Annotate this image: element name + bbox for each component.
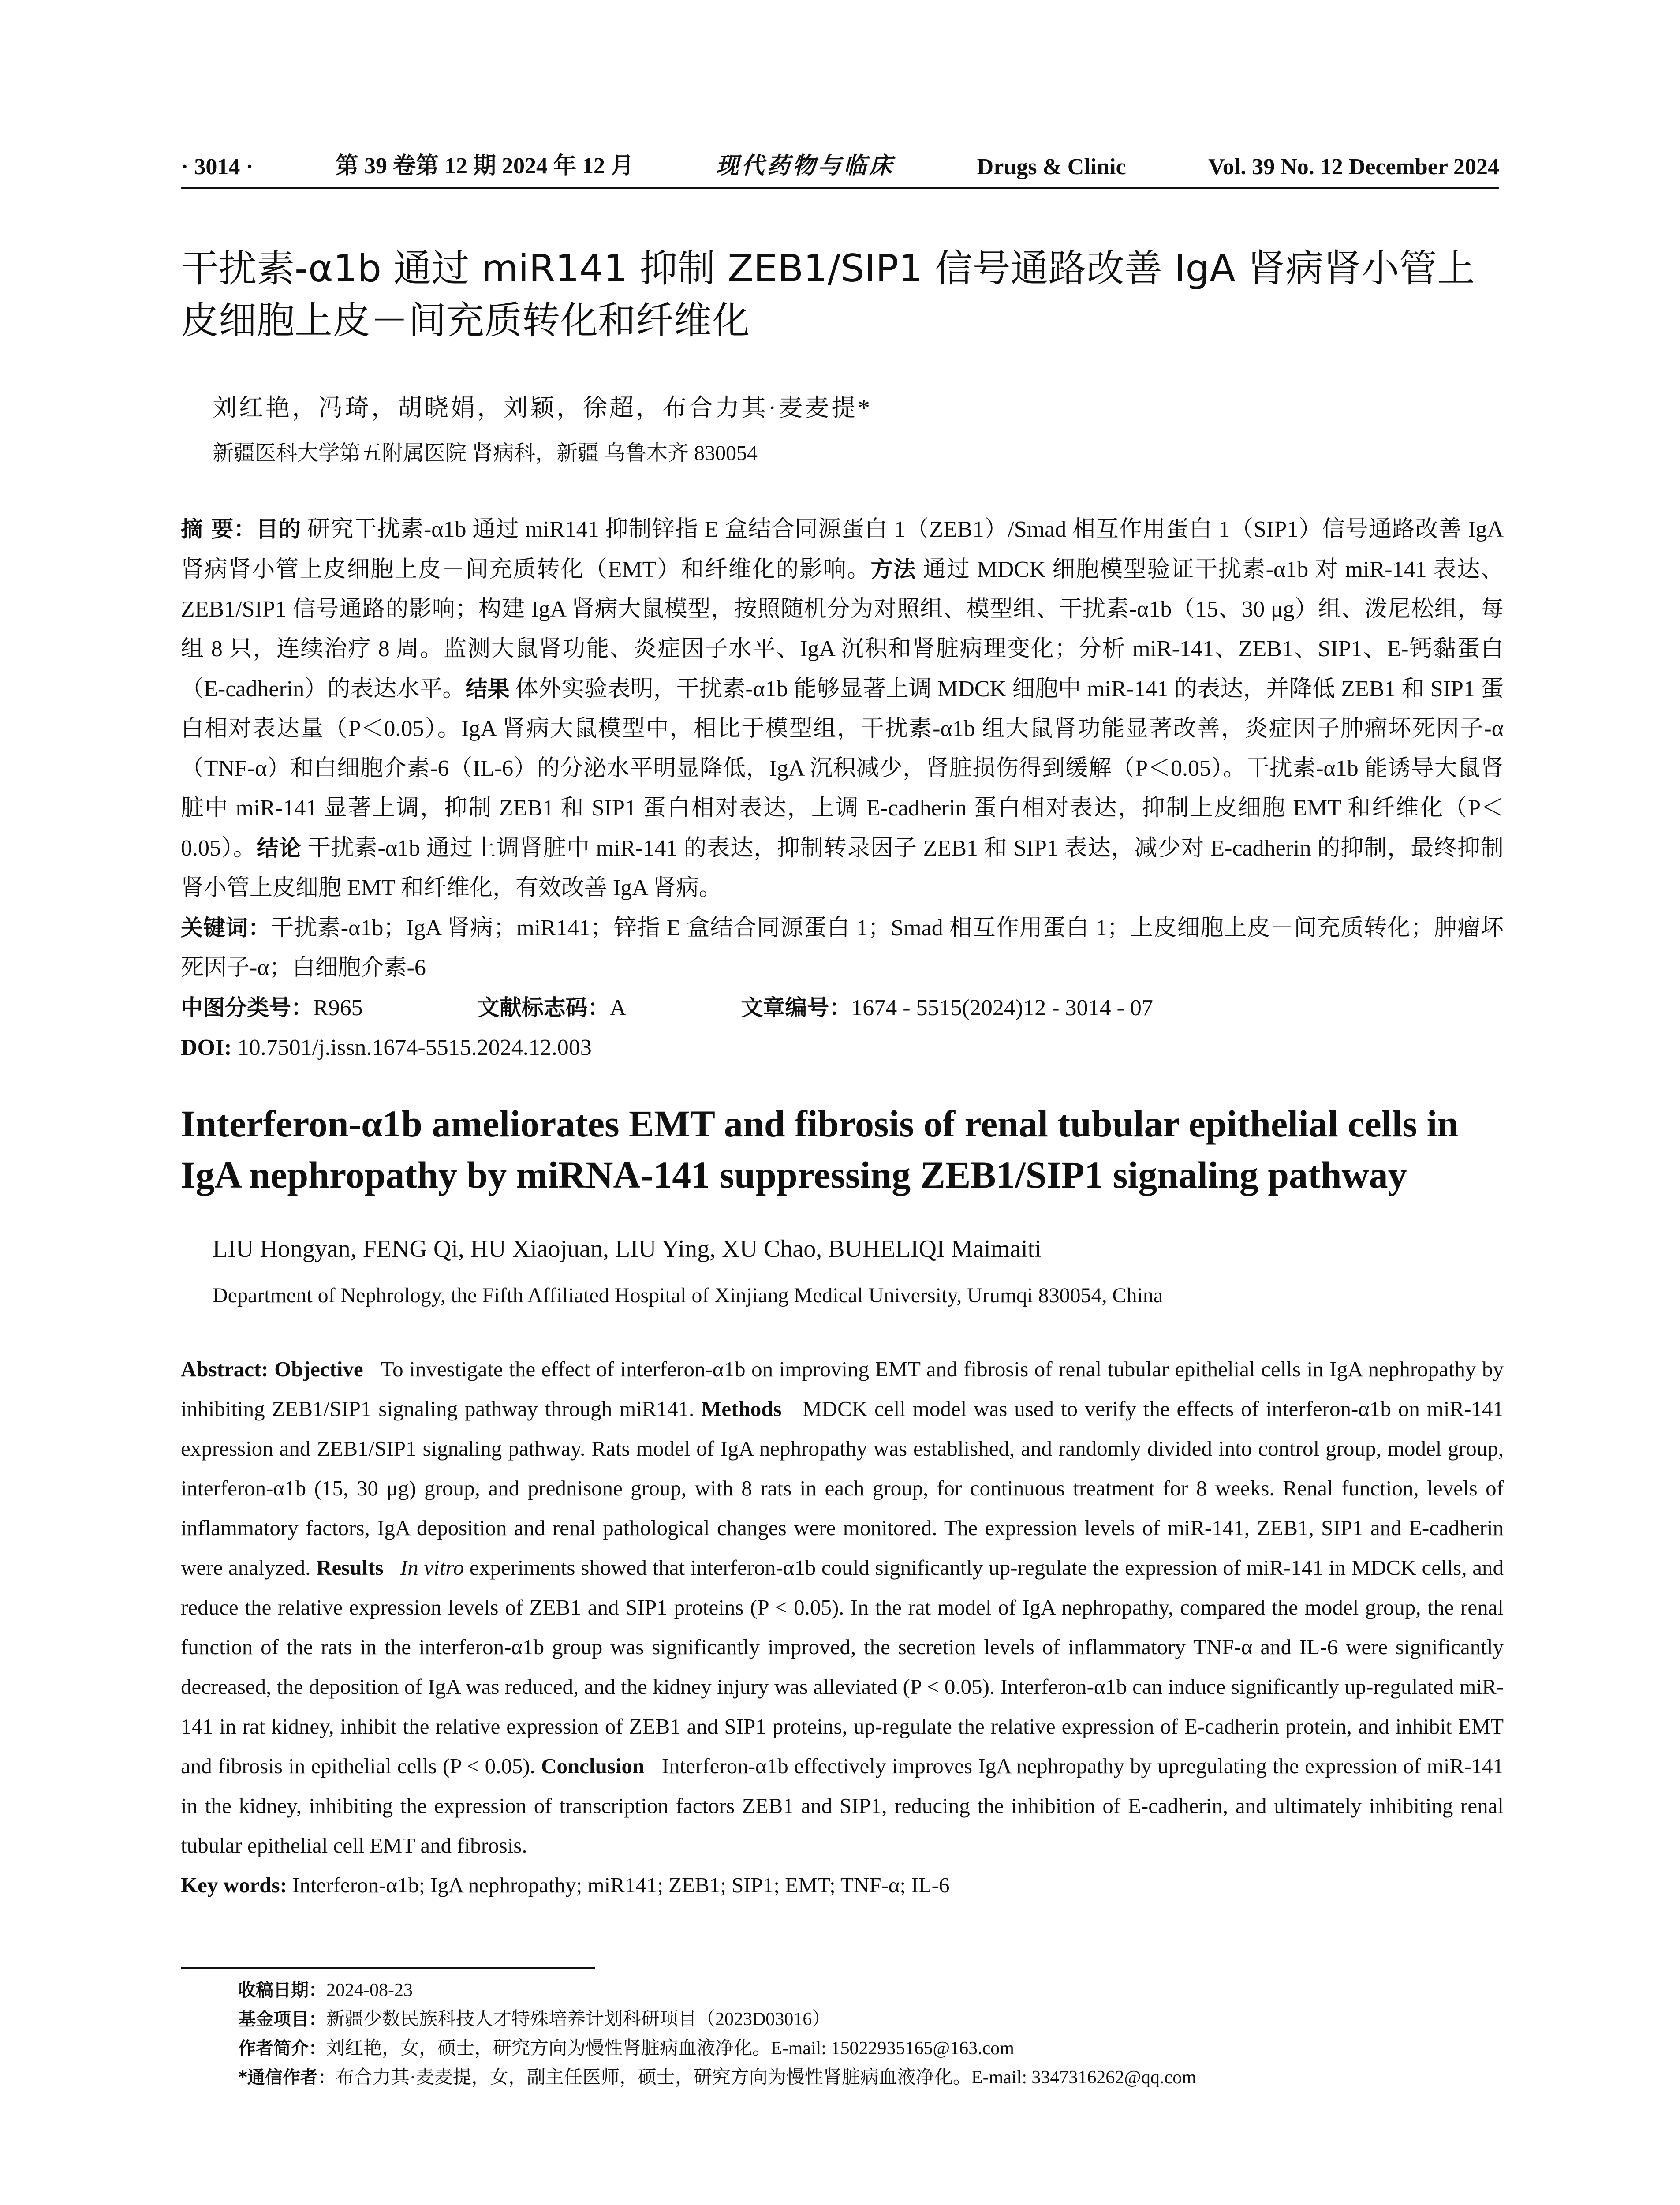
objective-text-cn: 研究干扰素-α1b 通过 miR141 抑制锌指 E 盒结合同源蛋白 1（ZEB1）/Smad 相互作用蛋白 1（SIP1）信号通路改善 IgA 肾病肾小管上皮细胞上皮－间充质转化（EMT）和纤维化的影响。 <box>181 517 1504 582</box>
received-date: 2024-08-23 <box>326 1980 413 2000</box>
conclusion-text-en: Interferon-α1b effectively improves IgA nephropathy by upregulating the expression of miR-141 in the kidney, inhibiting the expression of transcription factors ZEB1 and SIP1, reducing the inhibition of E-cadherin, and ultimately inhibiting renal tubular epithelial cell EMT and fibrosis. <box>181 1754 1504 1857</box>
fund-label: 基金项目： <box>238 2009 326 2029</box>
methods-text-cn: 通过 MDCK 细胞模型验证干扰素-α1b 对 miR-141 表达、ZEB1/SIP1 信号通路的影响；构建 IgA 肾病大鼠模型，按照随机分为对照组、模型组、干扰素-α1b（15、30 μg）组、泼尼松组，每组 8 只，连续治疗 8 周。监测大鼠肾功能、炎症因子水平、IgA 沉积和肾脏病理变化；分析 miR-141、ZEB1、SIP1、E-钙黏蛋白（E-cadherin）的表达水平。 <box>181 557 1504 702</box>
footnote-corresponding <box>238 2063 1196 2092</box>
classification-row <box>181 988 1504 1028</box>
objective-label-cn: 目的 <box>256 516 301 542</box>
results-text-cn: 体外实验表明，干扰素-α1b 能够显著上调 MDCK 细胞中 miR-141 的表达，并降低 ZEB1 和 SIP1 蛋白相对表达量（P＜0.05）。IgA 肾病大鼠模型中，相比于模型组，干扰素-α1b 组大鼠肾功能显著改善，炎症因子肿瘤坏死因子-α（TNF-α）和白细胞介素-6（IL-6）的分泌水平明显降低，IgA 沉积减少，肾脏损伤得到缓解（P＜0.05）。干扰素-α1b 能诱导大鼠肾脏中 miR-141 显著上调，抑制 ZEB1 和 SIP1 蛋白相对表达，上调 E-cadherin 蛋白相对表达，抑制上皮细胞 EMT 和纤维化（P＜0.05）。 <box>181 676 1504 861</box>
chinese-abstract-body <box>181 509 1504 908</box>
keywords-text-cn: 干扰素-α1b；IgA 肾病；miR141；锌指 E 盒结合同源蛋白 1；Smad 相互作用蛋白 1；上皮细胞上皮－间充质转化；肿瘤坏死因子-α；白细胞介素-6 <box>181 916 1504 980</box>
article-no-value: 1674 - 5515(2024)12 - 3014 - 07 <box>851 995 1153 1020</box>
corresponding-text: 布合力其·麦麦提，女，副主任医师，硕士，研究方向为慢性肾脏病血液净化。E-mail: 3347316262@qq.com <box>335 2067 1196 2088</box>
footnote-received <box>238 1976 1196 2005</box>
fund-text: 新疆少数民族科技人才特殊培养计划科研项目（2023D03016） <box>326 2009 831 2029</box>
chinese-abstract <box>181 509 1504 1068</box>
english-title: Interferon-α1b ameliorates EMT and fibrosis of renal tubular epithelial cells in IgA nephropathy by miRNA-141 suppressing ZEB1/SIP1 signaling pathway <box>181 1102 1459 1196</box>
abstract-label-cn: 摘 要： <box>181 516 256 542</box>
keywords-label-cn: 关键词： <box>181 915 271 941</box>
footnote-fund <box>238 2005 1196 2034</box>
methods-text-en: MDCK cell model was used to verify the effects of interferon-α1b on miR-141 expression and ZEB1/SIP1 signaling pathway. Rats model of IgA nephropathy was established, and randomly divided into control group, model group, interferon-α1b (15, 30 μg) group, and prednisone group, with 8 rats in each group, for continuous treatment for 8 weeks. Renal function, levels of inflammatory factors, IgA deposition and renal pathological changes were monitored. The expression levels of miR-141, ZEB1, SIP1 and E-cadherin were analyzed. <box>181 1397 1504 1580</box>
english-abstract-body <box>181 1349 1504 1865</box>
chinese-authors: 刘红艳，冯琦，胡晓娟，刘颖，徐超，布合力其·麦麦提* <box>213 394 872 421</box>
keywords-en <box>181 1865 1504 1905</box>
keywords-label-en: Key words: <box>181 1873 287 1897</box>
footnotes <box>238 1976 1196 2092</box>
doc-code-label: 文献标志码： <box>477 995 610 1020</box>
english-authors: LIU Hongyan, FENG Qi, HU Xiaojuan, LIU Ying, XU Chao, BUHELIQI Maimaiti <box>213 1235 1042 1263</box>
doi-row <box>181 1028 1504 1068</box>
article-no-label: 文章编号： <box>741 995 851 1020</box>
english-abstract <box>181 1349 1504 1905</box>
conclusion-label-en: Conclusion <box>541 1754 645 1778</box>
footnote-divider <box>181 1967 595 1969</box>
keywords-text-en: Interferon-α1b; IgA nephropathy; miR141; ZEB1; SIP1; EMT; TNF-α; IL-6 <box>292 1873 950 1897</box>
results-text-en: experiments showed that interferon-α1b could significantly up-regulate the expression of miR-141 in MDCK cells, and reduce the relative expression levels of ZEB1 and SIP1 proteins (P < 0.05). In the rat model of IgA nephropathy, compared the model group, the renal function of the rats in the interferon-α1b group was significantly improved, the secretion levels of inflammatory TNF-α and IL-6 were significantly decreased, the deposition of IgA was reduced, and the kidney injury was alleviated (P < 0.05). Interferon-α1b can induce significantly up-regulated miR-141 in rat kidney, inhibit the relative expression of ZEB1 and SIP1 proteins, up-regulate the relative expression of E-cadherin protein, and inhibit EMT and fibrosis in epithelial cells (P < 0.05). <box>181 1555 1504 1778</box>
author-bio-text: 刘红艳，女，硕士，研究方向为慢性肾脏病血液净化。E-mail: 15022935165@163.com <box>326 2038 1014 2059</box>
keywords-cn <box>181 908 1504 988</box>
in-vitro-italic: In vitro <box>400 1555 464 1580</box>
conclusion-text-cn: 干扰素-α1b 通过上调肾脏中 miR-141 的表达，抑制转录因子 ZEB1 和 SIP1 表达，减少对 E-cadherin 的抑制，最终抑制肾小管上皮细胞 EMT 和纤维化，有效改善 IgA 肾病。 <box>181 836 1504 901</box>
clc-value: R965 <box>313 995 363 1020</box>
issue-en: Vol. 39 No. 12 December 2024 <box>1208 154 1499 179</box>
methods-label-cn: 方法 <box>870 557 917 582</box>
doi-value: 10.7501/j.issn.1674-5515.2024.12.003 <box>237 1035 592 1060</box>
corresponding-label: *通信作者： <box>238 2067 336 2088</box>
chinese-affiliation: 新疆医科大学第五附属医院 肾病科，新疆 乌鲁木齐 830054 <box>213 441 758 465</box>
results-label-cn: 结果 <box>465 676 510 702</box>
issue-cn: 第 39 卷第 12 期 2024 年 12 月 <box>336 153 634 179</box>
objective-text-en: To investigate the effect of interferon-α1b on improving EMT and fibrosis of renal tubular epithelial cells in IgA nephropathy by inhibiting ZEB1/SIP1 signaling pathway through miR141. <box>181 1357 1504 1421</box>
conclusion-label-cn: 结论 <box>256 835 302 861</box>
running-header <box>181 140 1499 189</box>
journal-name-en: Drugs & Clinic <box>977 154 1126 179</box>
abstract-label-en: Abstract: Objective <box>181 1357 363 1381</box>
footnote-author <box>238 2034 1196 2063</box>
author-bio-label: 作者简介： <box>238 2038 326 2059</box>
doc-code-value: A <box>609 995 627 1020</box>
methods-label-en: Methods <box>701 1397 782 1421</box>
doi-label: DOI: <box>181 1035 232 1060</box>
received-label: 收稿日期： <box>238 1980 326 2000</box>
english-affiliation: Department of Nephrology, the Fifth Affiliated Hospital of Xinjiang Medical University, Urumqi 830054, China <box>213 1284 1163 1307</box>
page-number: · 3014 · <box>181 154 254 179</box>
clc-label: 中图分类号： <box>181 995 313 1020</box>
journal-name-cn: 现代药物与临床 <box>716 153 895 179</box>
chinese-title: 干扰素-α1b 通过 miR141 抑制 ZEB1/SIP1 信号通路改善 IgA 肾病肾小管上皮细胞上皮－间充质转化和纤维化 <box>181 247 1475 343</box>
results-label-en: Results <box>316 1555 384 1580</box>
